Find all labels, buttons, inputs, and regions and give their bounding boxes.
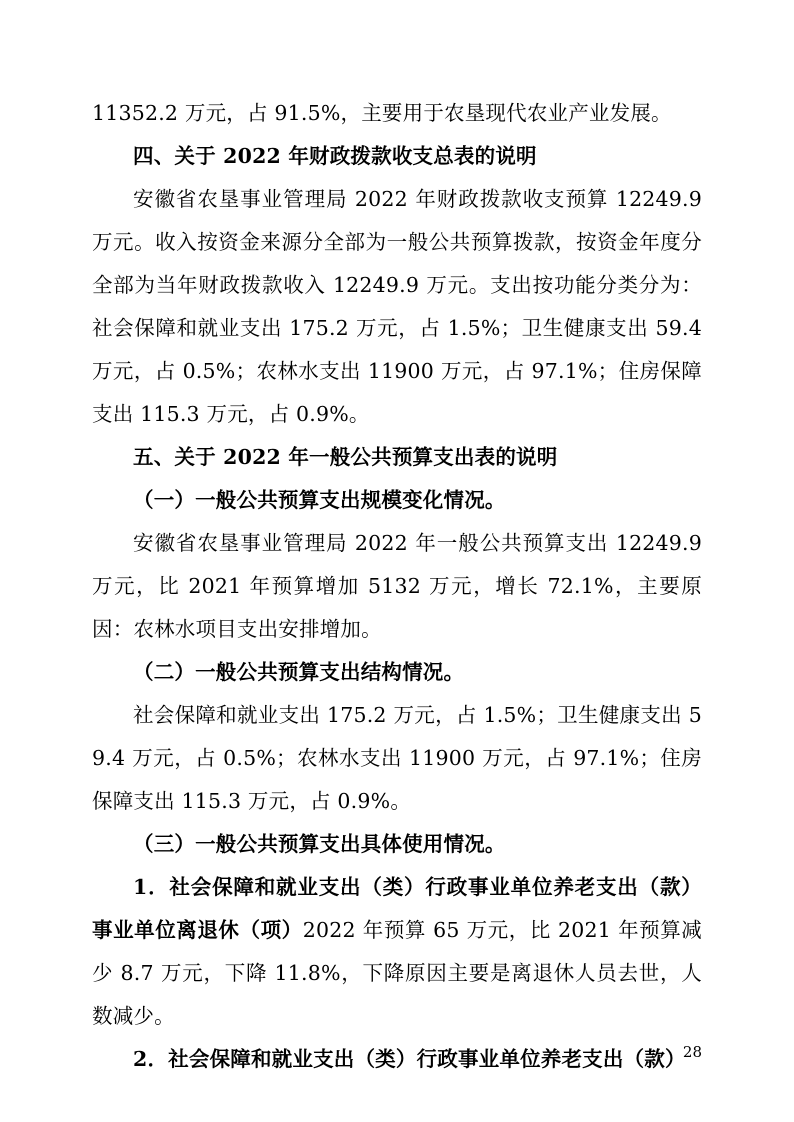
subsection-heading-five-two: （二）一般公共预算支出结构情况。 bbox=[133, 660, 465, 684]
paragraph-item-one bbox=[92, 866, 702, 1038]
paragraph-five-two-body: 社会保障和就业支出 175.2 万元，占 1.5%；卫生健康支出 59.4 万元，占 0.5%；农林水支出 11900 万元，占 97.1%；住房保障支出 115.3 万元，占 0.9%。 bbox=[92, 703, 702, 813]
subsection-heading-five-one: （一）一般公共预算支出规模变化情况。 bbox=[133, 488, 506, 512]
page-number: 28 bbox=[682, 1043, 702, 1061]
section-heading-five: 五、关于 2022 年一般公共预算支出表的说明 bbox=[133, 445, 558, 469]
item-one-label: 1．社会保障和就业支出（类）行政事业单位养老支出（款）事业单位离退休（项） bbox=[92, 875, 702, 942]
paragraph-continuation: 11352.2 万元，占 91.5%，主要用于农垦现代农业产业发展。 bbox=[92, 101, 672, 125]
section-heading-four: 四、关于 2022 年财政拨款收支总表的说明 bbox=[133, 144, 537, 168]
item-one-text: 2022 年预算 65 万元，比 2021 年预算减少 8.7 万元，下降 11.8%，下降原因主要是离退休人员去世，人数减少。 bbox=[92, 918, 702, 1028]
paragraph-section-four-body: 安徽省农垦事业管理局 2022 年财政拨款收支预算 12249.9 万元。收入按资金来源分全部为一般公共预算拨款，按资金年度分全部为当年财政拨款收入 12249.9 万元。支出按功能分类分为：社会保障和就业支出 175.2 万元，占 1.5%；卫生健康支出 59.4 万元，占 0.5%；农林水支出 11900 万元，占 97.1%；住房保障支出 115.3 万元，占 0.9%。 bbox=[92, 187, 702, 426]
document-body bbox=[92, 92, 702, 1081]
paragraph-item-two: 2．社会保障和就业支出（类）行政事业单位养老支出（款） bbox=[133, 1047, 686, 1071]
subsection-heading-five-three: （三）一般公共预算支出具体使用情况。 bbox=[133, 832, 506, 856]
paragraph-five-one-body: 安徽省农垦事业管理局 2022 年一般公共预算支出 12249.9 万元，比 2021 年预算增加 5132 万元，增长 72.1%，主要原因：农林水项目支出安排增加。 bbox=[92, 531, 702, 641]
